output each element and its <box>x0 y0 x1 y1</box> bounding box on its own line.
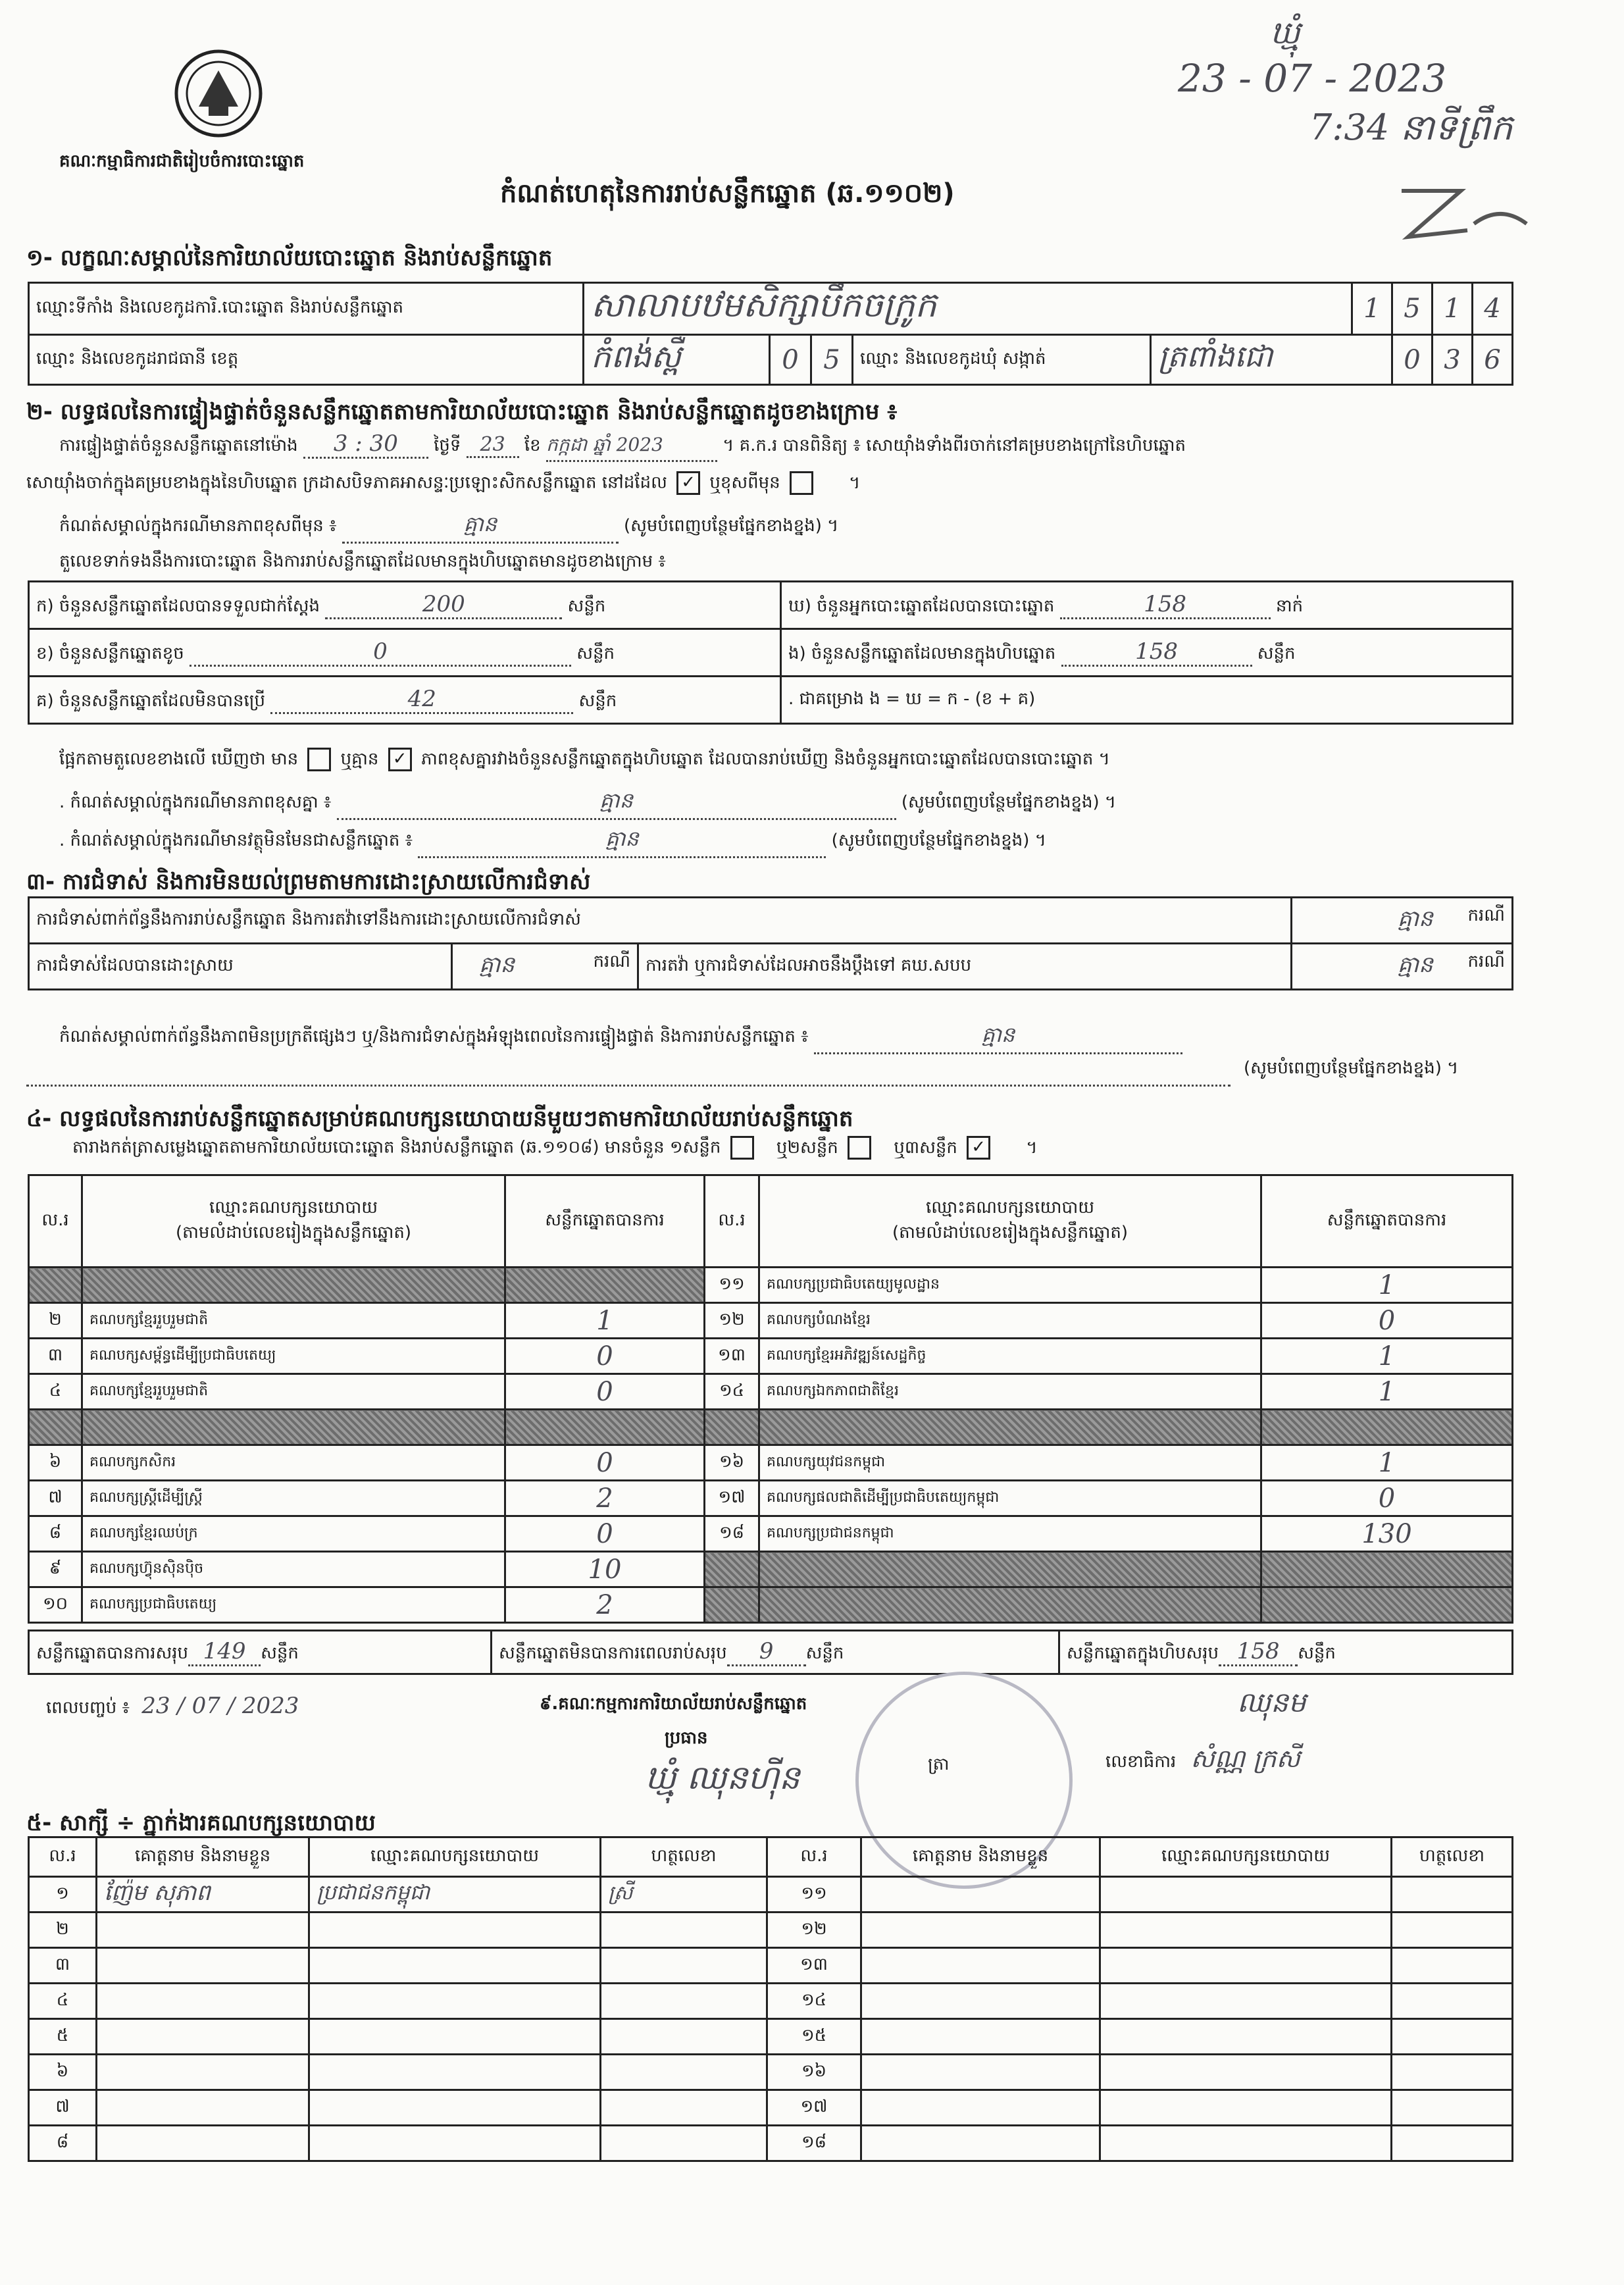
witness-name <box>97 1948 309 1984</box>
commune-name-field: ត្រពាំងជោ <box>1151 335 1392 385</box>
irregularities-line <box>59 1021 1182 1054</box>
commune-code-digit: 0 <box>1392 335 1433 385</box>
unit-label: សន្លឹក <box>578 690 617 711</box>
party-votes: 10 <box>505 1552 705 1587</box>
party-number: ១១ <box>705 1268 759 1303</box>
party-votes: 2 <box>505 1587 705 1623</box>
appeal-value-cell <box>1291 944 1512 990</box>
witness-party <box>1100 2019 1392 2055</box>
section1-heading: ១- លក្ខណៈសម្គាល់នៃការិយាល័យបោះឆ្នោត និងរាប់សន្លឹកឆ្នោត <box>26 245 553 271</box>
witness-signature: ស្រី <box>601 1877 767 1913</box>
shaded-cell <box>82 1268 505 1303</box>
station-name-field: សាលាបឋមសិក្សាបឹកចក្រូក <box>584 283 1352 335</box>
total-valid-field: 149 <box>188 1638 261 1666</box>
has-difference-checkbox[interactable] <box>307 748 331 771</box>
shaded-cell <box>29 1410 82 1445</box>
witness-name <box>97 2126 309 2161</box>
difference-note-label: កំណត់សម្គាល់ក្នុងករណីមានភាពខុសពីមុន ៖ <box>59 516 337 536</box>
witness-no: ៣ <box>29 1948 97 1984</box>
compare-label: ផ្អែកតាមតួលេខខាងលើ ឃើញថា មាន <box>59 749 299 769</box>
tally-sheet-line <box>72 1136 1038 1162</box>
col-party-title: ឈ្មោះគណបក្សនយោបាយ <box>926 1197 1094 1218</box>
district-name-field: កំពង់ស្ពឺ <box>584 335 770 385</box>
chair-signature: ឃ្មុំ ឈុនហ៊ីន <box>645 1759 800 1797</box>
district-code-digit: 0 <box>770 335 811 385</box>
party-votes: 1 <box>1261 1445 1513 1481</box>
unit-label: សន្លឹក <box>576 643 615 663</box>
witness-party <box>309 1984 601 2019</box>
witness-party <box>1100 2055 1392 2090</box>
party-name: គណបក្សឯកភាពជាតិខ្មែរ <box>759 1374 1261 1410</box>
shaded-cell <box>705 1410 759 1445</box>
station-code-digit: 1 <box>1433 283 1473 335</box>
party-name: គណបក្សហ៊្វុនស៊ិនប៉ិច <box>82 1552 505 1587</box>
note1-label: . កំណត់សម្គាល់ក្នុងករណីមានភាពខុសគ្នា ៖ <box>59 792 332 812</box>
party-votes: 0 <box>505 1339 705 1374</box>
objections-field: គ្មាន <box>1397 905 1433 932</box>
difference-note-hint: (សូមបំពេញបន្ថែមផ្នែកខាងខ្នង) ។ <box>624 516 839 536</box>
section4-heading: ៤- លទ្ធផលនៃការរាប់សន្លឹកឆ្នោតសម្រាប់គណបក្សនយោបាយនីមួយៗតាមការិយាល័យរាប់សន្លឹកឆ្នោត <box>26 1106 853 1132</box>
case-unit: ករណី <box>1467 951 1505 971</box>
witness-party <box>309 1948 601 1984</box>
witness-name <box>97 2019 309 2055</box>
secretary-label: លេខាធិការ <box>1105 1752 1177 1772</box>
end-time-line <box>46 1693 299 1722</box>
resolved-label: ការជំទាស់ដែលបានដោះស្រាយ <box>29 944 452 990</box>
results-table <box>28 1174 1513 1624</box>
voters-cell <box>781 582 1513 629</box>
witness-row <box>29 2126 1513 2161</box>
witness-row <box>29 2090 1513 2126</box>
line2-label: សោយ៉ាំងចាក់ក្នុងគម្របខាងក្នុងនៃហិបឆ្នោត ក្រដាសបិទភាគអាសន្ទៈប្រឡោះសិកសន្លឹកឆ្នោត នៅដដែល <box>26 473 667 493</box>
case-unit: ករណី <box>593 951 630 971</box>
witness-name <box>97 1913 309 1948</box>
col-party-subtitle: (តាមលំដាប់លេខរៀងក្នុងសន្លឹកឆ្នោត) <box>175 1222 412 1243</box>
party-number: ៧ <box>29 1481 82 1516</box>
unused-ballots-cell <box>29 677 781 724</box>
witness-col-party: ឈ្មោះគណបក្សនយោបាយ <box>1100 1837 1392 1877</box>
shaded-cell <box>82 1410 505 1445</box>
verify-time-field: 3 : 30 <box>303 430 428 459</box>
commune-code-digit: 3 <box>1433 335 1473 385</box>
total-valid-label: សន្លឹកឆ្នោតបានការសរុប <box>36 1643 189 1663</box>
total-box-field: 158 <box>1219 1638 1298 1666</box>
witness-col-no: ល.រ <box>767 1837 861 1877</box>
witness-no: ១ <box>29 1877 97 1913</box>
ballot-figures-table <box>28 580 1513 725</box>
witness-party <box>309 2126 601 2161</box>
unit-label: សន្លឹក <box>261 1643 299 1663</box>
party-number: ១៦ <box>705 1445 759 1481</box>
difference-note-field: គ្មាន <box>342 511 619 544</box>
objections-value-cell <box>1291 898 1512 944</box>
unit-label: សន្លឹក <box>1298 1643 1336 1663</box>
station-label: ឈ្មោះទីកាំង និងលេខកូដការិ.បោះឆ្នោត និងរាប់សន្លឹកឆ្នោត <box>29 283 584 335</box>
witness-party: ប្រជាជនកម្ពុជា <box>309 1877 601 1913</box>
witness-no: ១៧ <box>767 2090 861 2126</box>
objections-table <box>28 896 1513 990</box>
party-votes: 1 <box>505 1303 705 1339</box>
note2-field: គ្មាន <box>418 825 826 858</box>
objections-label: ការជំទាស់ពាក់ព័ន្ធនឹងការរាប់សន្លឹកឆ្នោត និងការតវ៉ាទៅនឹងការដោះស្រាយលើការជំទាស់ <box>29 898 1292 944</box>
party-name: គណបក្សផលជាតិដើម្បីប្រជាធិបតេយ្យកម្ពុជា <box>759 1481 1261 1516</box>
shaded-cell <box>759 1410 1261 1445</box>
unit-label: សន្លឹក <box>1257 643 1296 663</box>
ballots-in-box-field: 158 <box>1061 638 1252 667</box>
unit-label: សន្លឹក <box>805 1643 844 1663</box>
col-no-header: ល.រ <box>705 1175 759 1268</box>
witness-name <box>97 1984 309 2019</box>
total-box-cell <box>1059 1631 1513 1674</box>
secretary-handwritten-signature: ឈុនម <box>1237 1686 1306 1718</box>
note2-line <box>59 825 1046 858</box>
one-sheet-checkbox[interactable] <box>730 1136 754 1160</box>
line1-tail: ។ គ.ក.រ បានពិនិត្យ ៖ សោយ៉ាំងទាំងពីរចាក់នៅគម្របខាងក្រៅនៃហិបឆ្នោត <box>723 436 1186 455</box>
party-votes: 1 <box>1261 1268 1513 1303</box>
spoiled-ballots-field: 0 <box>190 638 571 667</box>
results-totals-table <box>28 1630 1513 1675</box>
witness-table <box>28 1836 1513 2162</box>
section3-heading: ៣- ការជំទាស់ និងការមិនយល់ព្រមតាមការដោះស្រាយលើការជំទាស់ <box>26 869 591 895</box>
shaded-cell <box>759 1587 1261 1623</box>
no-difference-label: ឬគ្មាន <box>340 749 379 769</box>
irregularities-field: គ្មាន <box>814 1021 1182 1054</box>
station-code-digit: 5 <box>1392 283 1433 335</box>
witness-signature <box>1392 1984 1513 2019</box>
witness-signature <box>601 2055 767 2090</box>
party-name: គណបក្សប្រជាធិបតេយ្យ <box>82 1587 505 1623</box>
secretary-line <box>1105 1743 1300 1780</box>
party-votes: 0 <box>505 1516 705 1552</box>
witness-party <box>1100 1913 1392 1948</box>
party-number: ១៨ <box>705 1516 759 1552</box>
witness-signature <box>1392 2019 1513 2055</box>
party-votes: 1 <box>1261 1374 1513 1410</box>
witness-no: ១៦ <box>767 2055 861 2090</box>
witness-name <box>97 2090 309 2126</box>
figures-intro: តួលេខទាក់ទងនឹងការបោះឆ្នោត និងការរាប់សន្លឹកឆ្នោតដែលមានក្នុងហិបឆ្នោតមានដូចខាងក្រោម ៖ <box>59 552 666 571</box>
shaded-cell <box>1261 1587 1513 1623</box>
tally-sheet-label: តារាងកត់ត្រាសម្លេងឆ្នោតតាមការិយាល័យបោះឆ្នោត និងរាប់សន្លឹកឆ្នោត (ឆ.១១០៨) មានចំនួន ១សន្លឹក <box>72 1137 721 1158</box>
month-label: ខែ <box>524 436 541 455</box>
table-row <box>29 1552 1513 1587</box>
witness-col-party: ឈ្មោះគណបក្សនយោបាយ <box>309 1837 601 1877</box>
end-time-label: ពេលបញ្ចប់ ៖ <box>46 1698 130 1718</box>
section5-heading: ៥- សាក្សី ÷ ភ្នាក់ងារគណបក្សនយោបាយ <box>26 1810 376 1836</box>
table-row <box>29 1268 1513 1303</box>
witness-col-sig: ហត្ថលេខា <box>1392 1837 1513 1877</box>
shaded-cell <box>505 1410 705 1445</box>
irregularities-continuation <box>26 1066 1231 1087</box>
witness-name <box>861 1877 1100 1913</box>
witness-party <box>1100 2090 1392 2126</box>
total-invalid-label: សន្លឹកឆ្នោតមិនបានការពេលរាប់សរុប <box>499 1643 727 1663</box>
party-number: ១៤ <box>705 1374 759 1410</box>
received-ballots-field: 200 <box>325 591 562 619</box>
case-unit: ករណី <box>1467 905 1505 925</box>
party-votes: 0 <box>505 1374 705 1410</box>
committee-label: ៩.គណៈកម្មការការិយាល័យរាប់សន្លឹកឆ្នោត <box>540 1694 807 1714</box>
witness-col-no: ល.រ <box>29 1837 97 1877</box>
witness-signature <box>1392 1948 1513 1984</box>
witness-row <box>29 1948 1513 1984</box>
compare-line <box>59 748 1110 773</box>
unchanged-checkbox[interactable]: ✓ <box>676 471 700 495</box>
witness-party <box>1100 1984 1392 2019</box>
witness-signature <box>1392 1913 1513 1948</box>
witness-row <box>29 1984 1513 2019</box>
two-sheet-label: ឬ២សន្លឹក <box>776 1137 838 1158</box>
party-name: គណបក្សខ្មែររួបរួមជាតិ <box>82 1303 505 1339</box>
voters-label: ឃ) ចំនួនអ្នកបោះឆ្នោតដែលបានបោះឆ្នោត <box>788 596 1055 616</box>
witness-no: ២ <box>29 1913 97 1948</box>
commission-name: គណៈកម្មាធិការជាតិរៀបចំការបោះឆ្នោត <box>59 151 305 171</box>
party-number: ៤ <box>29 1374 82 1410</box>
party-number: ១២ <box>705 1303 759 1339</box>
two-sheet-checkbox[interactable] <box>848 1136 871 1160</box>
total-invalid-field: 9 <box>727 1638 806 1666</box>
changed-checkbox[interactable] <box>790 471 813 495</box>
witness-signature <box>1392 2090 1513 2126</box>
line2-end: ។ <box>849 473 861 493</box>
table-row <box>29 1587 1513 1623</box>
party-votes: 0 <box>1261 1481 1513 1516</box>
witness-row <box>29 2019 1513 2055</box>
section2-heading: ២- លទ្ធផលនៃការផ្ទៀងផ្ទាត់ចំនួនសន្លឹកឆ្នោតតាមការិយាល័យបោះឆ្នោត និងរាប់សន្លឹកឆ្នោតដូចខាងក្រោម ៖ <box>26 399 898 425</box>
verification-line2 <box>26 471 860 497</box>
compare-tail: ភាពខុសគ្នារវាងចំនួនសន្លឹកឆ្នោតក្នុងហិបឆ្នោត ដែលបានរាប់ឃើញ និងចំនួនអ្នកបោះឆ្នោតដែលបានបោះឆ្នោត ។ <box>420 749 1110 769</box>
note1-hint: (សូមបំពេញបន្ថែមផ្នែកខាងខ្នង) ។ <box>901 792 1117 812</box>
formula-cell: . ជាគម្រោង ង = ឃ = ក - (ខ + គ) <box>781 677 1513 724</box>
witness-name <box>861 1913 1100 1948</box>
total-invalid-cell <box>492 1631 1059 1674</box>
table-row <box>29 1481 1513 1516</box>
irregularities-label: កំណត់សម្គាល់ពាក់ព័ន្ធនឹងភាពមិនប្រក្រតីផ្សេងៗ ឬ/និងការជំទាស់ក្នុងអំឡុងពេលនៃការផ្ទៀងផ្ទាត់ និងការរាប់សន្លឹកឆ្នោត ៖ <box>59 1027 809 1046</box>
table-row <box>29 1374 1513 1410</box>
shaded-cell <box>1261 1410 1513 1445</box>
district-code-digit: 5 <box>811 335 853 385</box>
witness-no: ៦ <box>29 2055 97 2090</box>
shaded-cell <box>705 1587 759 1623</box>
ballots-in-box-label: ង) ចំនួនសន្លឹកឆ្នោតដែលមានក្នុងហិបឆ្នោត <box>788 643 1056 663</box>
received-stamp-signature <box>1388 178 1540 253</box>
spoiled-ballots-cell <box>29 629 781 677</box>
col-votes-header: សន្លឹកឆ្នោតបានការ <box>505 1175 705 1268</box>
verification-line1 <box>59 430 1186 462</box>
witness-no: ១៣ <box>767 1948 861 1984</box>
col-party-header <box>82 1175 505 1268</box>
party-name: គណបក្សសម្ព័ន្ធដើម្បីប្រជាធិបតេយ្យ <box>82 1339 505 1374</box>
station-info-table <box>28 282 1513 386</box>
received-stamp-time: 7:34 នាទីព្រឹក <box>1309 107 1513 148</box>
witness-no: ៤ <box>29 1984 97 2019</box>
party-number: ៣ <box>29 1339 82 1374</box>
shaded-cell <box>29 1268 82 1303</box>
party-name: គណបក្សបំណងខ្មែរ <box>759 1303 1261 1339</box>
col-party-subtitle: (តាមលំដាប់លេខរៀងក្នុងសន្លឹកឆ្នោត) <box>892 1222 1129 1243</box>
table-row <box>29 1410 1513 1445</box>
unit-label: សន្លឹក <box>567 596 606 616</box>
witness-col-name: គោត្តនាម និងនាមខ្លួន <box>861 1837 1100 1877</box>
shaded-cell <box>505 1268 705 1303</box>
witness-no: ៧ <box>29 2090 97 2126</box>
witness-signature <box>1392 1877 1513 1913</box>
party-votes: 2 <box>505 1481 705 1516</box>
witness-no: ១៤ <box>767 1984 861 2019</box>
spoiled-ballots-label: ខ) ចំនួនសន្លឹកឆ្នោតខូច <box>36 643 184 663</box>
party-number: ៨ <box>29 1516 82 1552</box>
received-stamp-name: ឃ្មុំ <box>1270 14 1300 51</box>
witness-name <box>97 2055 309 2090</box>
total-box-label: សន្លឹកឆ្នោតក្នុងហិបសរុប <box>1067 1643 1219 1663</box>
shaded-cell <box>759 1552 1261 1587</box>
party-name: គណបក្សខ្មែរឈប់ក្រ <box>82 1516 505 1552</box>
party-number: ៩ <box>29 1552 82 1587</box>
witness-no: ១៨ <box>767 2126 861 2161</box>
witness-no: ៥ <box>29 2019 97 2055</box>
note1-line <box>59 787 1116 820</box>
witness-party <box>309 2055 601 2090</box>
witness-row <box>29 1913 1513 1948</box>
station-code-digit: 1 <box>1352 283 1392 335</box>
no-difference-checkbox[interactable]: ✓ <box>388 748 412 771</box>
chair-label: ប្រធាន <box>665 1728 708 1748</box>
witness-row <box>29 1877 1513 1913</box>
witness-no: ១១ <box>767 1877 861 1913</box>
shaded-cell <box>1261 1552 1513 1587</box>
received-ballots-cell <box>29 582 781 629</box>
witness-signature <box>1392 2126 1513 2161</box>
party-votes: 1 <box>1261 1339 1513 1374</box>
witness-no: ១៥ <box>767 2019 861 2055</box>
commune-code-digit: 6 <box>1473 335 1513 385</box>
changed-label: ឬខុសពីមុន <box>709 473 780 493</box>
col-party-header <box>759 1175 1261 1268</box>
col-no-header: ល.រ <box>29 1175 82 1268</box>
note1-field: គ្មាន <box>337 787 896 820</box>
party-number: ២ <box>29 1303 82 1339</box>
witness-signature <box>601 2126 767 2161</box>
witness-name <box>861 1984 1100 2019</box>
witness-party <box>309 1913 601 1948</box>
resolved-value-cell <box>452 944 638 990</box>
stamp-label: ត្រា <box>928 1755 950 1774</box>
witness-signature <box>601 2090 767 2126</box>
three-sheet-label: ឬ៣សន្លឹក <box>894 1137 957 1158</box>
witness-party <box>1100 2126 1392 2161</box>
witness-col-sig: ហត្ថលេខា <box>601 1837 767 1877</box>
party-number: ៦ <box>29 1445 82 1481</box>
party-votes: 0 <box>505 1445 705 1481</box>
difference-note-line <box>59 511 838 544</box>
party-votes: 130 <box>1261 1516 1513 1552</box>
party-number: ១៧ <box>705 1481 759 1516</box>
ballots-in-box-cell <box>781 629 1513 677</box>
secretary-field: សំណ្ណ ក្រសី <box>1190 1744 1300 1773</box>
witness-name <box>861 2090 1100 2126</box>
witness-row <box>29 2055 1513 2090</box>
witness-name <box>861 2019 1100 2055</box>
witness-signature <box>601 2019 767 2055</box>
col-votes-header: សន្លឹកឆ្នោតបានការ <box>1261 1175 1513 1268</box>
col-party-title: ឈ្មោះគណបក្សនយោបាយ <box>209 1197 378 1218</box>
station-code-digit: 4 <box>1473 283 1513 335</box>
district-label: ឈ្មោះ និងលេខកូដរាជធានី ខេត្ត <box>29 335 584 385</box>
witness-col-name: គោត្តនាម និងនាមខ្លួន <box>97 1837 309 1877</box>
received-ballots-label: ក) ចំនួនសន្លឹកឆ្នោតដែលបានទទួលជាក់ស្តែង <box>36 596 320 616</box>
day-label: ថ្ងៃទី <box>434 436 461 455</box>
unused-ballots-label: គ) ចំនួនសន្លឹកឆ្នោតដែលមិនបានប្រើ <box>36 690 265 711</box>
line1-label: ការផ្ទៀងផ្ទាត់ចំនួនសន្លឹកឆ្នោតនៅម៉ោង <box>59 436 298 455</box>
witness-signature <box>601 1948 767 1984</box>
party-name: គណបក្សយុវជនកម្ពុជា <box>759 1445 1261 1481</box>
witness-no: ៨ <box>29 2126 97 2161</box>
appeal-label: ការតវ៉ា ឬការជំទាស់ដែលអាចនឹងប្តឹងទៅ គឃ.សបប <box>638 944 1292 990</box>
witness-party <box>309 2090 601 2126</box>
three-sheet-checkbox[interactable]: ✓ <box>967 1136 990 1160</box>
party-number: ១៣ <box>705 1339 759 1374</box>
total-valid-cell <box>29 1631 492 1674</box>
witness-party <box>1100 1877 1392 1913</box>
tally-sheet-end: ។ <box>1026 1137 1038 1158</box>
table-row <box>29 1339 1513 1374</box>
voters-field: 158 <box>1060 591 1271 619</box>
note2-hint: (សូមបំពេញបន្ថែមផ្នែកខាងខ្នង) ។ <box>831 831 1046 850</box>
form-title: កំណត់ហេតុនៃការរាប់សន្លឹកឆ្នោត (ឆ.១១០២) <box>500 178 955 209</box>
witness-name <box>861 1948 1100 1984</box>
witness-signature <box>601 1913 767 1948</box>
witness-party <box>1100 1948 1392 1984</box>
unit-label: នាក់ <box>1275 596 1304 616</box>
verify-day-field: 23 <box>467 433 519 458</box>
party-number: ១០ <box>29 1587 82 1623</box>
commune-label: ឈ្មោះ និងលេខកូដឃុំ សង្កាត់ <box>853 335 1151 385</box>
party-name: គណបក្សខ្មែររួបរួមជាតិ <box>82 1374 505 1410</box>
table-row <box>29 1303 1513 1339</box>
irregularities-hint: (សូមបំពេញបន្ថែមផ្នែកខាងខ្នង) ។ <box>1244 1058 1459 1078</box>
appeal-field: គ្មាន <box>1397 951 1433 978</box>
end-time-field: 23 / 07 / 2023 <box>141 1693 299 1719</box>
party-votes: 0 <box>1261 1303 1513 1339</box>
table-row <box>29 1516 1513 1552</box>
party-name: គណបក្សស្ត្រីដើម្បីស្ត្រី <box>82 1481 505 1516</box>
party-name: គណបក្សខ្មែរអភិវឌ្ឍន៍សេដ្ឋកិច្ច <box>759 1339 1261 1374</box>
resolved-field: គ្មាន <box>479 951 515 978</box>
unused-ballots-field: 42 <box>270 686 573 714</box>
verify-month-field: កក្កដា ឆ្នាំ 2023 <box>546 433 717 462</box>
party-name: គណបក្សកសិករ <box>82 1445 505 1481</box>
party-name: គណបក្សប្រជាធិបតេយ្យមូលដ្ឋាន <box>759 1268 1261 1303</box>
shaded-cell <box>705 1552 759 1587</box>
witness-name <box>861 2126 1100 2161</box>
table-row <box>29 1445 1513 1481</box>
witness-name: ញ៉ែម សុភាព <box>97 1877 309 1913</box>
commission-logo <box>172 47 265 140</box>
witness-signature <box>601 1984 767 2019</box>
party-name: គណបក្សប្រជាជនកម្ពុជា <box>759 1516 1261 1552</box>
witness-party <box>309 2019 601 2055</box>
note2-label: . កំណត់សម្គាល់ក្នុងករណីមានវត្ថុមិនមែនជាសន្លឹកឆ្នោត ៖ <box>59 831 413 850</box>
witness-signature <box>1392 2055 1513 2090</box>
witness-no: ១២ <box>767 1913 861 1948</box>
witness-name <box>861 2055 1100 2090</box>
received-stamp-date: 23 - 07 - 2023 <box>1178 56 1447 101</box>
